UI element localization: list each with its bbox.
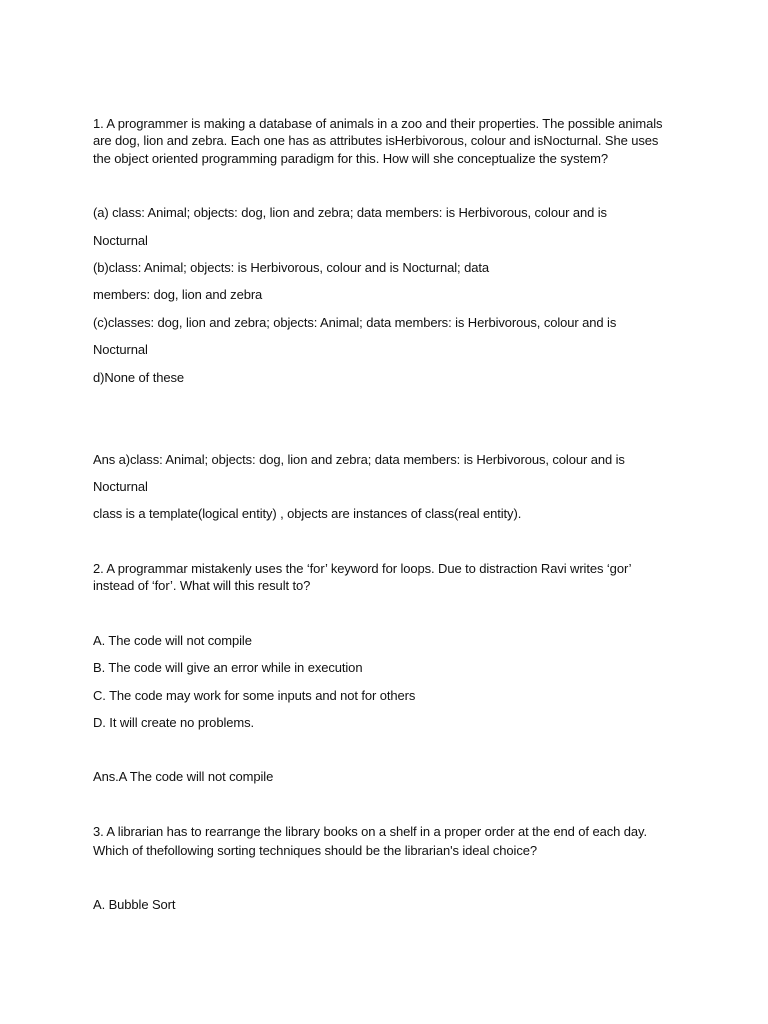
q1-option-b-cont: members: dog, lion and zebra: [93, 287, 263, 302]
q1-stem-line-3: the object oriented programming paradigm for this. How will she conceptualize the system?: [93, 151, 608, 166]
q2-option-c: C. The code may work for some inputs and not for others: [93, 688, 416, 703]
q3-option-a: A. Bubble Sort: [93, 897, 176, 912]
q1-answer: Ans a)class: Animal; objects: dog, lion and zebra; data members: is Herbivorous, colour and is: [93, 452, 625, 467]
q1-stem-line-1: 1. A programmer is making a database of animals in a zoo and their properties. The possible animals: [93, 116, 663, 131]
q1-option-a: (a) class: Animal; objects: dog, lion and zebra; data members: is Herbivorous, colour and is: [93, 205, 607, 220]
q1-option-a-cont: Nocturnal: [93, 233, 148, 248]
q3-stem-line-1: 3. A librarian has to rearrange the library books on a shelf in a proper order at the end of each day.: [93, 824, 647, 839]
q2-option-b: B. The code will give an error while in execution: [93, 660, 363, 675]
q1-stem-line-2: are dog, lion and zebra. Each one has as attributes isHerbivorous, colour and isNocturnal. She uses: [93, 133, 659, 148]
q3-stem-line-2: Which of thefollowing sorting techniques should be the librarian's ideal choice?: [93, 843, 537, 858]
q2-stem-line-1: 2. A programmar mistakenly uses the ‘for’ keyword for loops. Due to distraction Ravi writes ‘gor’: [93, 561, 632, 576]
q2-option-d: D. It will create no problems.: [93, 715, 255, 730]
q2-stem-line-2: instead of ‘for’. What will this result to?: [93, 578, 311, 593]
q2-option-a: A. The code will not compile: [93, 633, 252, 648]
q1-option-b: (b)class: Animal; objects: is Herbivorous, colour and is Nocturnal; data: [93, 260, 489, 275]
q1-option-c: (c)classes: dog, lion and zebra; objects: Animal; data members: is Herbivorous, colour and is: [93, 315, 617, 330]
q1-answer-cont: Nocturnal: [93, 479, 148, 494]
q1-option-c-cont: Nocturnal: [93, 342, 148, 357]
q1-option-d: d)None of these: [93, 370, 185, 385]
q1-answer-explanation: class is a template(logical entity) , objects are instances of class(real entity).: [93, 506, 522, 521]
q2-answer: Ans.A The code will not compile: [93, 769, 274, 784]
